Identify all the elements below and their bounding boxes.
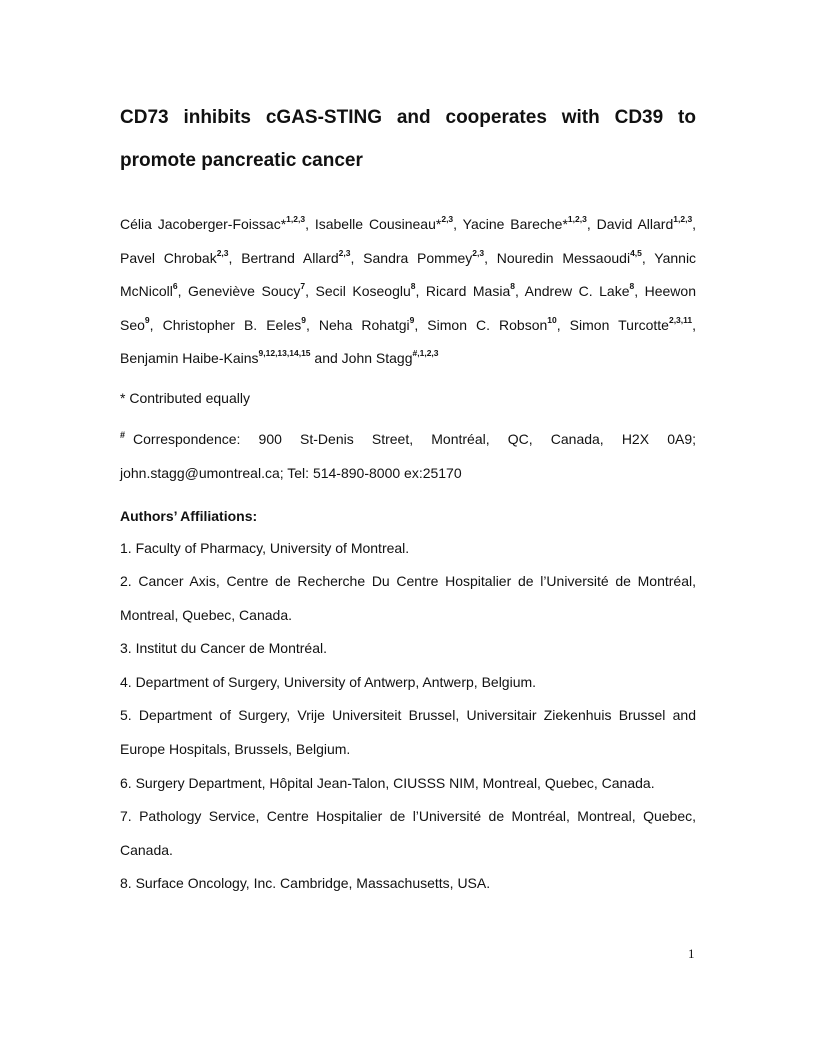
affiliation-text-continued: Europe Hospitals, Brussels, Belgium. [120, 741, 351, 758]
contributed-equally-note: * Contributed equally [120, 389, 250, 406]
affiliation-item [120, 867, 696, 901]
author [318, 314, 415, 333]
paper-title-line-2: promote pancreatic cancer [120, 150, 363, 171]
author [120, 247, 229, 266]
page-number: 1 [688, 946, 695, 961]
author [316, 283, 416, 299]
affiliation-text-continued: Canada. [120, 841, 173, 858]
author-name: Bertrand Allard [241, 249, 339, 266]
author [426, 283, 515, 299]
affiliation-text: 5. Department of Surgery, Vrije Universiteit Brussel, Universitair Ziekenhuis Brussel and [120, 707, 696, 724]
author-affiliation-sup: 9 [409, 314, 415, 325]
author-name: Christopher B. Eeles [162, 316, 302, 333]
paper-title-line-1: CD73 inhibits cGAS-STING and cooperates with CD39 to [120, 107, 696, 128]
author-name: Pavel Chrobak [120, 249, 217, 266]
author-name: Célia Jacoberger-Foissac* [120, 216, 287, 232]
author [241, 247, 351, 266]
affiliation-item [120, 699, 696, 766]
author-name: Secil Koseoglu [315, 283, 411, 299]
author-affiliation-sup: 1,2,3 [567, 214, 587, 224]
author-affiliation-sup: 2,3 [216, 247, 229, 258]
author-affiliation-sup: 1,2,3 [673, 214, 693, 224]
author-name: Simon C. Robson [427, 316, 548, 333]
affiliation-item [120, 666, 696, 700]
author-name: David Allard [596, 216, 674, 232]
author-name: Heewon Seo [120, 283, 696, 333]
correspondence [120, 422, 696, 490]
author-name: Sandra Pommey [363, 249, 473, 266]
affiliation-item [120, 800, 696, 867]
affiliations-heading: Authors’ Affiliations: [120, 507, 258, 524]
author-name: Benjamin Haibe-Kains [120, 350, 259, 366]
author [427, 314, 557, 333]
author-affiliation-sup: 2,3 [338, 247, 351, 258]
author-affiliation-sup: 8 [629, 281, 635, 291]
author-affiliation-sup: 2,3 [472, 247, 485, 258]
affiliation-item [120, 632, 696, 666]
author-name: Isabelle Cousineau* [314, 216, 442, 232]
author [363, 247, 485, 266]
correspondence-mark: # [120, 429, 126, 440]
author [315, 216, 453, 232]
author [463, 216, 587, 232]
author-affiliation-sup: 10 [547, 314, 557, 325]
author-affiliation-sup: #,1,2,3 [412, 348, 439, 358]
author [496, 247, 642, 266]
author-affiliation-sup: 2,3,11 [668, 314, 693, 325]
author-name: Yannic McNicoll [120, 249, 697, 299]
correspondence-address: Correspondence: 900 St-Denis Street, Montréal, QC, Canada, H2X 0A9; [133, 430, 696, 447]
author-name: Ricard Masia [425, 283, 511, 299]
author [188, 283, 305, 299]
author-name: Nouredin Messaoudi [496, 249, 631, 266]
author-affiliation-sup: 9 [144, 314, 150, 325]
author-affiliation-sup: 2,3 [441, 214, 454, 224]
author [597, 216, 693, 232]
affiliations-list [120, 532, 696, 902]
affiliation-text: 4. Department of Surgery, University of Antwerp, Antwerp, Belgium. [120, 673, 537, 690]
author-affiliation-sup: 9,12,13,14,15 [258, 348, 311, 358]
author-name: Simon Turcotte [569, 316, 669, 333]
author-name: Andrew C. Lake [524, 283, 630, 299]
author-affiliation-sup: 9 [301, 314, 306, 325]
affiliation-text: 8. Surface Oncology, Inc. Cambridge, Massachusetts, USA. [120, 875, 491, 892]
affiliation-item [120, 532, 696, 566]
author-name: Neha Rohatgi [318, 316, 410, 333]
author-name: Yacine Bareche* [462, 216, 568, 232]
author-name: John Stagg [341, 350, 413, 366]
affiliation-text: 6. Surgery Department, Hôpital Jean-Talon, CIUSSS NIM, Montreal, Quebec, Canada. [120, 774, 655, 791]
author-affiliation-sup: 1,2,3 [286, 214, 306, 224]
author-name: Geneviève Soucy [188, 283, 301, 299]
author [120, 350, 311, 366]
author [342, 350, 439, 366]
affiliation-item [120, 565, 696, 632]
affiliation-text: 1. Faculty of Pharmacy, University of Montreal. [120, 539, 410, 556]
affiliation-text: 7. Pathology Service, Centre Hospitalier de l’Université de Montréal, Montreal, Quebec, [120, 808, 696, 825]
author [120, 216, 305, 232]
document-page [120, 96, 696, 901]
author-affiliation-sup: 6 [172, 281, 178, 291]
affiliation-item [120, 767, 696, 801]
correspondence-line-1 [120, 422, 696, 456]
correspondence-contact: john.stagg@umontreal.ca; Tel: 514-890-8000 ex:25170 [120, 464, 462, 481]
author-affiliation-sup: 7 [300, 281, 306, 291]
author [525, 283, 635, 299]
author [162, 314, 306, 333]
author-affiliation-sup: 8 [510, 281, 515, 291]
affiliation-text: 3. Institut du Cancer de Montréal. [120, 640, 327, 657]
paper-title [120, 96, 696, 182]
affiliation-text-continued: Montreal, Quebec, Canada. [120, 606, 292, 623]
affiliation-text: 2. Cancer Axis, Centre de Recherche Du Centre Hospitalier de l’Université de Montréal, [120, 573, 696, 590]
author [569, 314, 693, 333]
author-affiliation-sup: 8 [410, 281, 416, 291]
author-list: Célia Jacoberger-Foissac*$^{1,2,3}$, Isabelle Cousineau*$^{2,3}$, Yacine Bareche*$^{1,2,3}$, David Allard$^{1,2,3}$, Pavel Chrobak$^{2,3}$, Bertrand Allard$^{2,3}$, Sandra Pommey$^{2,3}$, Nouredin Messaoudi$^{4,5}$, Yannic McNicoll$^6$, Geneviève Soucy$^7$, Secil Koseoglu$^8$, Ricard Masia$^8$, Andrew C. Lake$^8$, Heewon Seo$^9$, Christopher B. Eeles$^9$, Neha Rohatgi$^9$, Simon C. Robson$^{10}$, Simon Turcotte$^{2,3,11}$, Benjamin Haibe-Kains$^{9,12,13,14,15}$ and John Stagg$^{\#,1,2,3}$ [120, 214, 697, 366]
author-affiliation-sup: 4,5 [630, 247, 642, 258]
